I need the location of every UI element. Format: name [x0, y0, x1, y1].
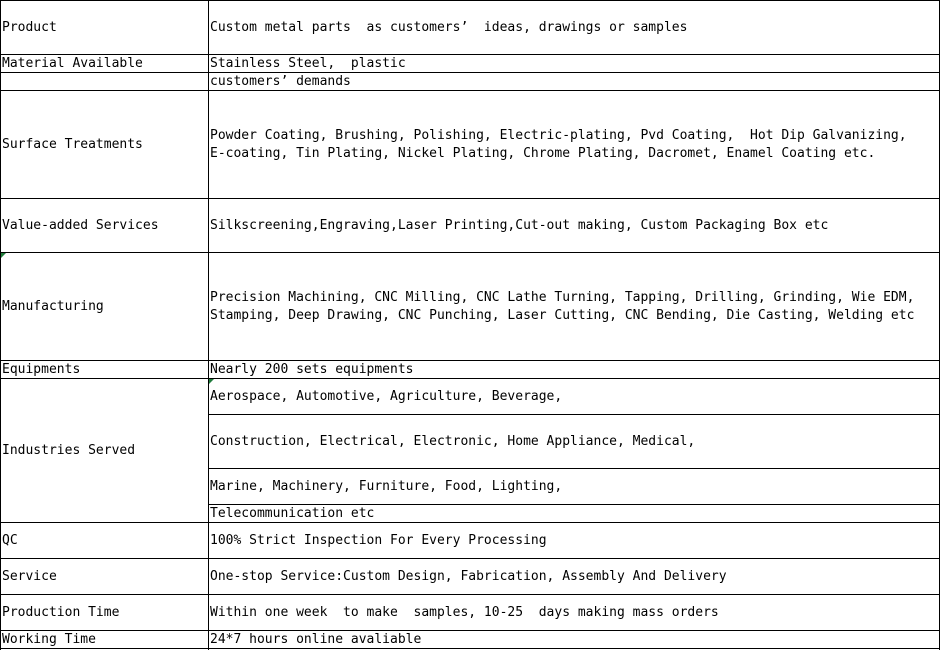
row-label-manufacturing: Manufacturing	[2, 298, 104, 314]
row-value-industries-1: Aerospace, Automotive, Agriculture, Beverage,	[210, 388, 563, 404]
row-value-production-time: Within one week to make samples, 10-25 days making mass orders	[210, 604, 719, 620]
text-line: Stamping, Deep Drawing, CNC Punching, Laser Cutting, CNC Bending, Die Casting, Welding etc	[210, 307, 915, 323]
row-value-service: One-stop Service:Custom Design, Fabrication, Assembly And Delivery	[210, 568, 727, 584]
row-label-product: Product	[2, 19, 57, 35]
row-value-material-extra: customers’ demands	[210, 73, 351, 89]
row-value-industries-4: Telecommunication etc	[210, 505, 375, 521]
row-label-equipments: Equipments	[2, 361, 81, 377]
text-line: Powder Coating, Brushing, Polishing, Electric-plating, Pvd Coating, Hot Dip Galvanizing,	[210, 127, 907, 143]
row-value-manufacturing	[210, 253, 938, 360]
row-value-material: Stainless Steel, plastic	[210, 55, 406, 71]
row-label-production-time: Production Time	[2, 604, 120, 620]
row-value-value-added: Silkscreening,Engraving,Laser Printing,Cut-out making, Custom Packaging Box etc	[210, 217, 829, 233]
row-value-qc: 100% Strict Inspection For Every Processing	[210, 532, 547, 548]
row-label-value-added: Value-added Services	[2, 217, 159, 233]
text-line: E-coating, Tin Plating, Nickel Plating, Chrome Plating, Dacromet, Enamel Coating etc.	[210, 145, 876, 161]
row-value-industries-2: Construction, Electrical, Electronic, Home Appliance, Medical,	[210, 433, 696, 449]
row-value-surface-treatments	[210, 91, 938, 198]
text-line: Precision Machining, CNC Milling, CNC Lathe Turning, Tapping, Drilling, Grinding, Wie EDM,	[210, 289, 915, 305]
row-label-material: Material Available	[2, 55, 143, 71]
row-value-product: Custom metal parts as customers’ ideas, drawings or samples	[210, 19, 688, 35]
row-label-qc: QC	[2, 532, 18, 548]
row-label-working-time: Working Time	[2, 631, 96, 647]
grid-line	[0, 648, 940, 649]
row-label-service: Service	[2, 568, 57, 584]
row-value-working-time: 24*7 hours online avaliable	[210, 631, 422, 647]
row-label-industries: Industries Served	[2, 442, 136, 458]
grid-line-column-divider	[208, 0, 209, 650]
grid-line-right	[939, 0, 940, 650]
grid-line-left	[0, 0, 1, 650]
row-value-equipments: Nearly 200 sets equipments	[210, 361, 414, 377]
row-value-industries-3: Marine, Machinery, Furniture, Food, Lighting,	[210, 478, 563, 494]
row-label-surface-treatments: Surface Treatments	[2, 136, 143, 152]
